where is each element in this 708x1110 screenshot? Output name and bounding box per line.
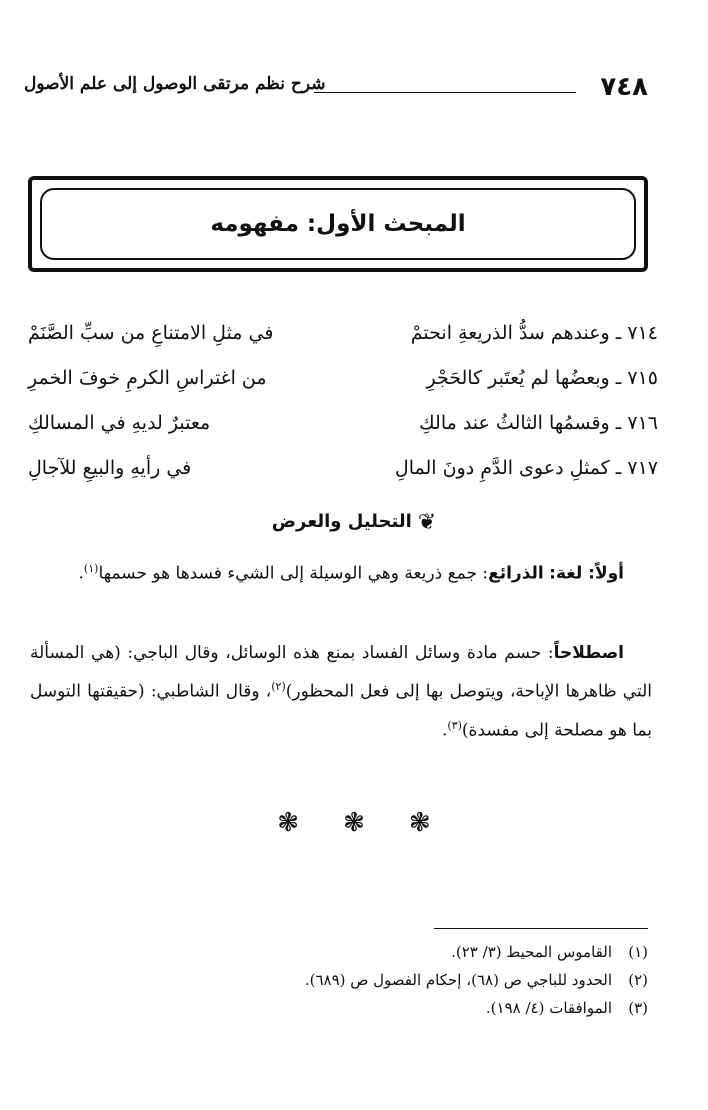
footnote-rule bbox=[434, 928, 648, 929]
verse-second-hemistich: من اغتراسِ الكرمِ خوفَ الخمرِ bbox=[28, 367, 267, 389]
book-title: شرح نظم مرتقى الوصول إلى علم الأصول bbox=[24, 74, 326, 94]
paragraph-lead: اصطلاحاً bbox=[553, 643, 624, 663]
verse-first-hemistich: ٧١٦ ـ وقسمُها الثالثُ عند مالكِ bbox=[419, 412, 658, 434]
footnote bbox=[40, 994, 648, 1022]
section-title-frame bbox=[28, 176, 648, 272]
verse-line bbox=[28, 412, 658, 457]
header-rule bbox=[314, 92, 576, 93]
footnote-ref: (٢) bbox=[271, 680, 286, 693]
running-header bbox=[24, 72, 648, 106]
defined-term: الذرائع bbox=[488, 563, 544, 584]
paragraph-lead: أولاً: لغة: bbox=[549, 563, 624, 584]
star-ornament-icon: ❃ bbox=[343, 808, 389, 838]
footnotes bbox=[40, 938, 648, 1022]
verse-second-hemistich: في رأيهِ والبيعِ للآجالِ bbox=[28, 457, 192, 479]
verse-line bbox=[28, 367, 658, 412]
footnote-number: (٢) bbox=[628, 971, 648, 989]
footnote-text: الحدود للباجي ص (٦٨)، إحكام الفصول ص (٦٨٩). bbox=[304, 971, 612, 989]
analysis-heading: التحليل والعرض bbox=[271, 511, 412, 532]
verse-line bbox=[28, 457, 658, 502]
paragraph-end: . bbox=[78, 563, 84, 584]
page-number: ٧٤٨ bbox=[600, 72, 648, 102]
paragraph-end: . bbox=[442, 720, 448, 741]
paragraph-text: : جمع ذريعة وهي الوسيلة إلى الشيء فسدها هو حسمها bbox=[98, 563, 489, 584]
footnote-ref: (٣) bbox=[447, 718, 462, 732]
section-title: المبحث الأول: مفهومه bbox=[210, 211, 466, 237]
paragraph-technical bbox=[30, 636, 652, 747]
star-ornament-icon: ❃ bbox=[408, 808, 455, 838]
verse-line bbox=[28, 322, 658, 367]
paragraph-text: : حسم مادة وسائل الفساد بمنع هذه الوسائل، وقال الباجي: (هي المسألة التي ظاهرها الإباحة، ويتوصل بها إلى فعل المحظور) bbox=[30, 643, 652, 702]
footnote bbox=[40, 938, 648, 966]
verse-first-hemistich: ٧١٧ ـ كمثلِ دعوى الدَّمِ دونَ المالِ bbox=[394, 457, 658, 479]
footnote bbox=[40, 966, 648, 994]
analysis-heading-row bbox=[0, 510, 708, 535]
paragraph-linguistic bbox=[30, 552, 652, 591]
verse-second-hemistich: في مثلِ الامتناعِ من سبِّ الصَّنَمْ bbox=[28, 322, 274, 344]
footnote-number: (٣) bbox=[628, 999, 648, 1017]
paragraph-text: ، وقال الشاطبي: (حقيقتها التوسل بما هو مصلحة إلى مفسدة) bbox=[30, 681, 652, 741]
footnote-text: الموافقات (٤/ ١٩٨). bbox=[485, 999, 612, 1017]
ornament-icon: ❦ bbox=[417, 510, 437, 535]
section-divider bbox=[0, 808, 708, 838]
verse-first-hemistich: ٧١٥ ـ وبعضُها لم يُعتَبر كالحَجْرِ bbox=[426, 367, 658, 389]
section-title-inner-frame bbox=[40, 188, 636, 260]
footnote-number: (١) bbox=[628, 943, 648, 961]
verse-first-hemistich: ٧١٤ ـ وعندهم سدُّ الذريعةِ انحتمْ bbox=[410, 322, 658, 344]
verses-block bbox=[28, 322, 658, 502]
footnote-ref: (١) bbox=[83, 562, 99, 575]
footnote-text: القاموس المحيط (٣/ ٢٣). bbox=[451, 943, 612, 961]
verse-second-hemistich: معتبرٌ لديهِ في المسالكِ bbox=[28, 412, 211, 434]
star-ornament-icon: ❃ bbox=[277, 808, 324, 838]
